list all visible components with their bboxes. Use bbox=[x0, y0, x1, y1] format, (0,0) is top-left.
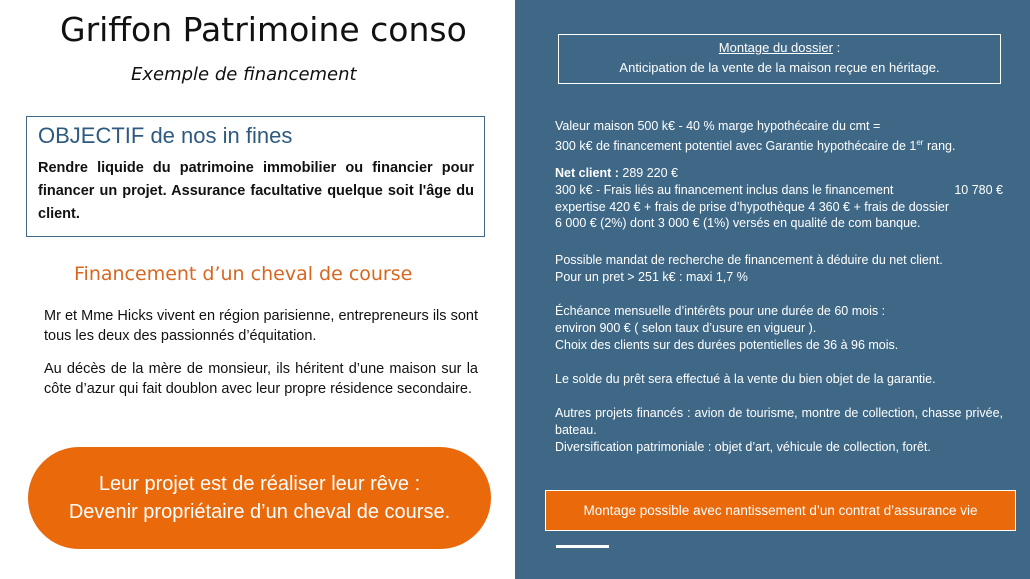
echeance-line-2: environ 900 € ( selon taux d’usure en vigueur ). bbox=[555, 320, 817, 335]
case-paragraph-1: Mr et Mme Hicks vivent en région parisienne, entrepreneurs ils sont tous les deux des passionnés d’équitation. bbox=[44, 308, 478, 344]
echeance-block bbox=[555, 303, 1003, 353]
net-client-line-2-right: 10 780 € bbox=[954, 182, 1003, 197]
dossier-heading: Montage du dossier bbox=[718, 40, 833, 55]
net-client-block bbox=[555, 165, 1003, 232]
net-client-label: Net client : bbox=[555, 166, 619, 180]
valuation-block bbox=[555, 118, 1003, 155]
project-callout bbox=[28, 447, 491, 549]
net-client-value: 289 220 € bbox=[618, 166, 678, 180]
valuation-line-2-sup: er bbox=[916, 137, 924, 147]
callout-line-1: Leur projet est de réaliser leur rêve : bbox=[98, 473, 421, 495]
mandat-block bbox=[555, 252, 1003, 286]
callout-line-2: Devenir propriétaire d’un cheval de course. bbox=[68, 501, 451, 523]
valuation-line-2-text: 300 k€ de financement potentiel avec Garantie hypothécaire de 1 bbox=[555, 138, 917, 153]
autres-line-1: Autres projets financés : avion de tourisme, montre de collection, chasse privée, bateau. bbox=[555, 406, 1003, 437]
solde-text: Le solde du prêt sera effectué à la vente du bien objet de la garantie. bbox=[555, 372, 936, 386]
case-paragraph-2: Au décès de la mère de monsieur, ils héritent d’une maison sur la côte d’azur qui fait doublon avec leur propre résidence secondaire. bbox=[44, 361, 478, 397]
valuation-line-1: Valeur maison 500 k€ - 40 % marge hypothécaire du cmt = bbox=[555, 119, 881, 133]
decorative-rule bbox=[556, 545, 609, 548]
objectif-text: Rendre liquide du patrimoine immobilier ou financier pour financer un projet. Assurance facultative quelque soit l'âge du client. bbox=[38, 160, 474, 222]
case-title: Financement d’un cheval de course bbox=[74, 263, 413, 285]
objectif-title: OBJECTIF de nos in fines bbox=[38, 123, 293, 148]
page-title: Griffon Patrimoine conso bbox=[60, 10, 467, 49]
valuation-line-2-suffix: rang. bbox=[923, 138, 956, 153]
dossier-heading-line bbox=[559, 38, 1000, 58]
net-client-line bbox=[555, 165, 1003, 182]
mandat-line-2: Pour un pret > 251 k€ : maxi 1,7 % bbox=[555, 269, 748, 284]
echeance-line-3: Choix des clients sur des durées potentielles de 36 à 96 mois. bbox=[555, 337, 899, 352]
dossier-text: Anticipation de la vente de la maison reçue en héritage. bbox=[619, 60, 940, 75]
net-client-line-4: 6 000 € (2%) dont 3 000 € (1%) versés en qualité de com banque. bbox=[555, 216, 921, 231]
net-client-line-3: expertise 420 € + frais de prise d’hypothèque 4 360 € + frais de dossier bbox=[555, 199, 950, 214]
nantissement-note: Montage possible avec nantissement d’un contrat d’assurance vie bbox=[545, 490, 1016, 531]
valuation-line-2 bbox=[555, 135, 1003, 155]
dossier-heading-suffix: : bbox=[832, 40, 841, 55]
mandat-line-1: Possible mandat de recherche de financement à déduire du net client. bbox=[555, 253, 943, 267]
dossier-box bbox=[558, 34, 1001, 84]
net-client-line-2 bbox=[555, 182, 1003, 199]
echeance-line-1: Échéance mensuelle d’intérêts pour une durée de 60 mois : bbox=[555, 304, 886, 318]
right-panel bbox=[515, 0, 1030, 579]
page-subtitle: Exemple de financement bbox=[131, 64, 357, 85]
autres-line-2: Diversification patrimoniale : objet d’art, véhicule de collection, forêt. bbox=[555, 439, 931, 454]
net-client-line-2-left: 300 k€ - Frais liés au financement inclus dans le financement bbox=[555, 182, 894, 197]
autres-block bbox=[555, 405, 1003, 455]
objectif-box bbox=[26, 116, 485, 237]
